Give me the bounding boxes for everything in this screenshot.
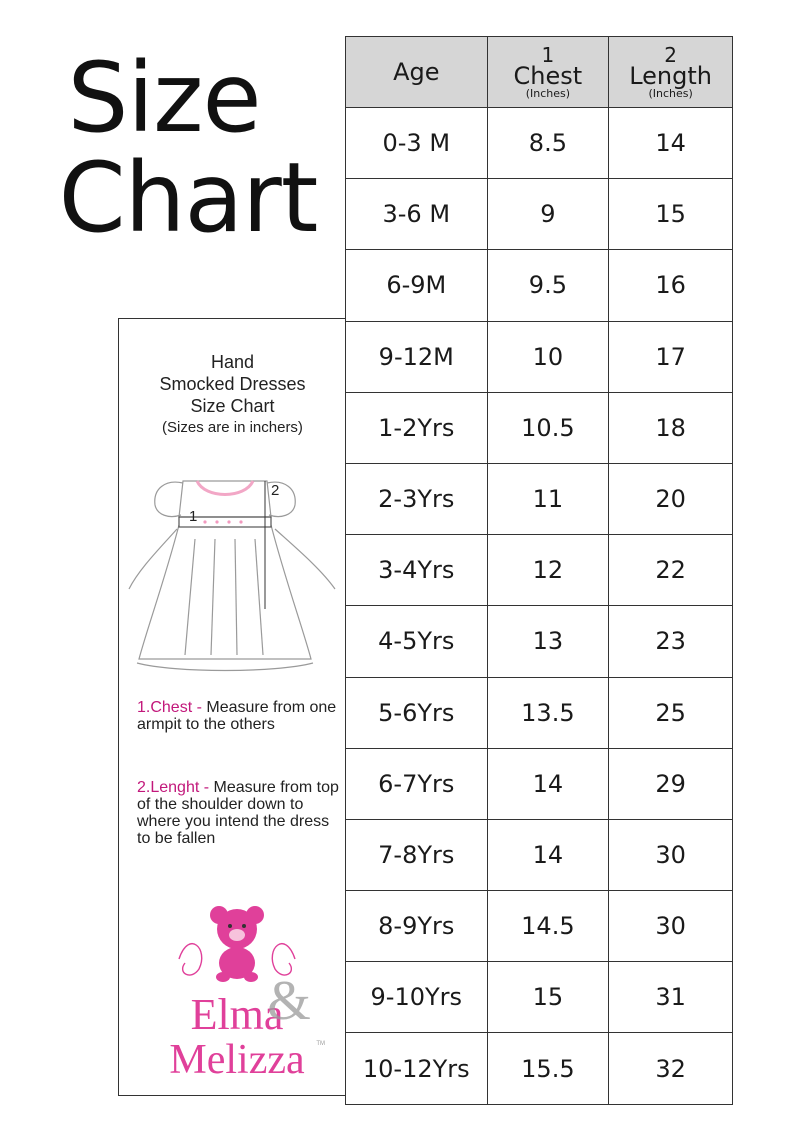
cell-length: 22 — [609, 535, 733, 606]
table-row — [346, 1033, 733, 1104]
cell-length: 17 — [609, 321, 733, 392]
cell-chest: 14 — [487, 819, 609, 890]
cell-length: 18 — [609, 392, 733, 463]
note-length-key: 2.Lenght - — [137, 779, 214, 796]
cell-age: 0-3 M — [346, 108, 488, 179]
cell-length: 30 — [609, 891, 733, 962]
header-length-label: Length — [629, 61, 712, 90]
cell-length: 29 — [609, 748, 733, 819]
header-chest — [487, 37, 609, 108]
diagram-label-chest: 1 — [189, 508, 198, 525]
cell-chest: 9 — [487, 179, 609, 250]
panel-title-line: Smocked Dresses — [159, 374, 306, 394]
cell-chest: 13.5 — [487, 677, 609, 748]
cell-chest: 12 — [487, 535, 609, 606]
cell-length: 14 — [609, 108, 733, 179]
cell-age: 6-7Yrs — [346, 748, 488, 819]
cell-chest: 14.5 — [487, 891, 609, 962]
size-table — [345, 36, 733, 1105]
table-row — [346, 321, 733, 392]
cell-length: 32 — [609, 1033, 733, 1104]
cell-age: 1-2Yrs — [346, 392, 488, 463]
table-row — [346, 392, 733, 463]
table-row — [346, 535, 733, 606]
header-chest-label: Chest — [513, 61, 583, 90]
panel-title-line: Size Chart — [190, 396, 275, 416]
cell-chest: 13 — [487, 606, 609, 677]
logo-text-melizza: Melizza — [169, 1037, 305, 1079]
bear-icon — [210, 906, 264, 982]
info-panel — [118, 318, 346, 1096]
dress-diagram — [125, 459, 341, 679]
cell-length: 23 — [609, 606, 733, 677]
cell-length: 30 — [609, 819, 733, 890]
cell-chest: 8.5 — [487, 108, 609, 179]
cell-age: 5-6Yrs — [346, 677, 488, 748]
header-length-unit: (Inches) — [648, 86, 693, 100]
table-row — [346, 677, 733, 748]
table-row — [346, 891, 733, 962]
table-row — [346, 606, 733, 677]
header-length-number: 2 — [664, 42, 677, 67]
table-row — [346, 179, 733, 250]
cell-age: 3-4Yrs — [346, 535, 488, 606]
table-row — [346, 250, 733, 321]
logo-text-elma: Elma — [190, 990, 284, 1039]
page-title — [38, 42, 338, 254]
cell-chest: 9.5 — [487, 250, 609, 321]
header-chest-unit: (Inches) — [525, 86, 571, 100]
cell-age: 3-6 M — [346, 179, 488, 250]
panel-title-line: Hand — [210, 352, 255, 372]
cell-chest: 11 — [487, 463, 609, 534]
logo-trademark: TM — [316, 1041, 325, 1047]
note-length-text: Measure from top of the shoulder down to where you intend the dress to be fallen — [137, 779, 339, 847]
cell-age: 2-3Yrs — [346, 463, 488, 534]
cell-length: 16 — [609, 250, 733, 321]
note-chest-key: 1.Chest - — [137, 699, 207, 716]
note-chest — [137, 699, 345, 733]
cell-age: 9-10Yrs — [346, 962, 488, 1033]
header-age: Age — [346, 37, 488, 108]
logo-ampersand: & — [267, 970, 311, 1032]
table-row — [346, 819, 733, 890]
cell-age: 8-9Yrs — [346, 891, 488, 962]
cell-chest: 14 — [487, 748, 609, 819]
table-row — [346, 962, 733, 1033]
panel-title — [119, 351, 346, 417]
note-length — [137, 779, 345, 847]
diagram-label-length: 2 — [271, 482, 280, 499]
cell-chest: 15.5 — [487, 1033, 609, 1104]
cell-age: 10-12Yrs — [346, 1033, 488, 1104]
cell-chest: 10 — [487, 321, 609, 392]
brand-logo — [139, 889, 329, 1079]
panel-subtitle: (Sizes are in inchers) — [162, 419, 303, 436]
cell-length: 15 — [609, 179, 733, 250]
note-chest-text: Measure from one armpit to the others — [137, 699, 337, 733]
cell-length: 25 — [609, 677, 733, 748]
cell-age: 6-9M — [346, 250, 488, 321]
cell-age: 9-12M — [346, 321, 488, 392]
cell-age: 4-5Yrs — [346, 606, 488, 677]
table-row — [346, 463, 733, 534]
title-line-2: Chart — [58, 142, 318, 254]
header-chest-number: 1 — [541, 42, 555, 67]
table-header-row — [346, 37, 733, 108]
cell-chest: 15 — [487, 962, 609, 1033]
table-row — [346, 108, 733, 179]
cell-length: 31 — [609, 962, 733, 1033]
cell-age: 7-8Yrs — [346, 819, 488, 890]
cell-chest: 10.5 — [487, 392, 609, 463]
table-row — [346, 748, 733, 819]
header-length — [609, 37, 733, 108]
cell-length: 20 — [609, 463, 733, 534]
title-line-1: Size — [67, 42, 261, 154]
